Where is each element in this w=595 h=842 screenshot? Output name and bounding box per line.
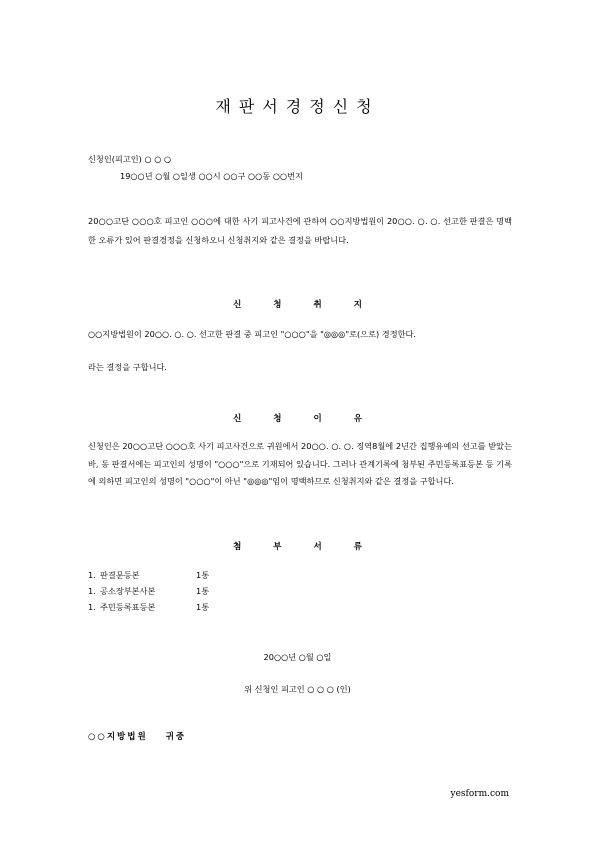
heading-char: 청 xyxy=(273,414,282,424)
attachment-index: 1. xyxy=(88,602,96,612)
attachment-name: 주민등록표등본 xyxy=(100,602,156,612)
court-name: ○○지방법원 xyxy=(88,732,148,742)
attachment-item xyxy=(88,602,209,614)
heading-char: 부 xyxy=(273,542,282,552)
attachment-name: 공소장부본사본 xyxy=(100,586,156,596)
footer-brand: yesform.com xyxy=(450,789,509,799)
heading-char: 청 xyxy=(273,300,282,310)
heading-char: 유 xyxy=(353,414,362,424)
document-title: 재판서경정신청 xyxy=(215,97,380,116)
applicant-address-line: 19○○년 ○월 ○일생 ○○시 ○○구 ○○동 ○○번지 xyxy=(120,171,303,181)
date-line: 20○○년 ○월 ○일 xyxy=(263,652,332,662)
attachment-item xyxy=(88,586,209,598)
attachment-count: 1통 xyxy=(196,602,210,612)
attachment-count: 1통 xyxy=(196,570,210,580)
heading-char: 서 xyxy=(313,542,322,552)
section-heading-purpose xyxy=(0,298,595,310)
intro-paragraph: 20○○고단 ○○○호 피고인 ○○○에 대한 사기 피고사건에 관하여 ○○지방법원이 20○○. ○. ○. 선고한 판결은 명백한 오류가 있어 판결경정을 신청하오니 신청취지와 같은 결정을 바랍니다. xyxy=(88,216,512,245)
purpose-closing: 라는 결정을 구합니다. xyxy=(88,362,167,372)
court-suffix: 귀중 xyxy=(165,732,187,742)
attachment-index: 1. xyxy=(88,586,96,596)
attachment-count: 1통 xyxy=(196,586,210,596)
heading-char: 류 xyxy=(353,542,362,552)
court-addressee xyxy=(88,730,186,742)
signature-line: 위 신청인 피고인 ○ ○ ○ (인) xyxy=(244,684,351,694)
attachment-index: 1. xyxy=(88,570,96,580)
attachment-item xyxy=(88,570,209,582)
purpose-paragraph: ○○지방법원이 20○○. ○. ○. 선고한 판결 중 피고인 "○○○"을 "◎◎◎"로(으로) 경정한다. xyxy=(88,329,417,339)
reason-paragraph: 신청인은 20○○고단 ○○○호 사기 피고사건으로 귀원에서 20○○. ○. ○. 징역8월에 2년간 집행유예의 선고를 받았는바, 동 판결서에는 피고인의 성명이 "○○○"으로 기재되어 있습니다. 그러나 관계기록에 첨부된 주민등록표등본 등 기록에 의하면 피고인의 성명이 "○○○"이 아닌 "◎◎◎"임이 명백하므로 신청취지와 같은 결정을 구합니다. xyxy=(88,441,512,486)
heading-char: 취 xyxy=(313,300,322,310)
section-heading-reason xyxy=(0,412,595,424)
applicant-name-line: 신청인(피고인) ○ ○ ○ xyxy=(88,154,172,164)
section-heading-attachments xyxy=(0,540,595,552)
heading-char: 첨 xyxy=(233,542,242,552)
heading-char: 지 xyxy=(353,300,362,310)
heading-char: 신 xyxy=(233,414,242,424)
attachment-name: 판결문등본 xyxy=(100,570,140,580)
heading-char: 신 xyxy=(233,300,242,310)
heading-char: 이 xyxy=(313,414,322,424)
